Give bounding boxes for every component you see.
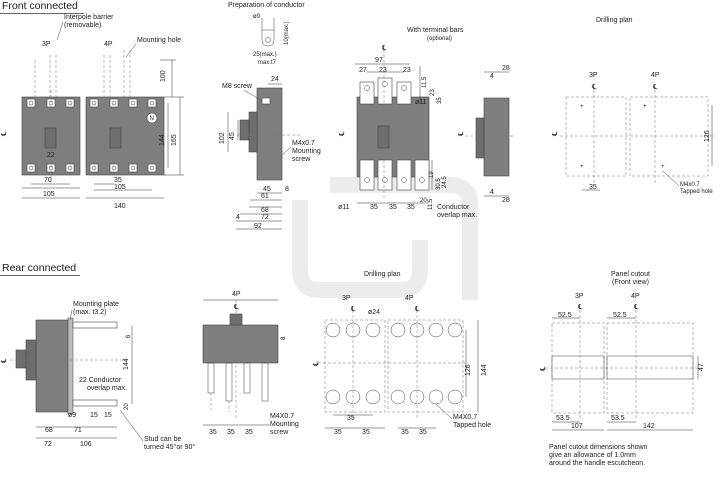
tb-dim-305: 30.5 — [436, 178, 442, 190]
dim-70: 70 — [44, 177, 52, 184]
conductor-phi9: ø9 — [253, 14, 261, 20]
rear-4p-center: ℄ — [234, 304, 239, 311]
rd-tap-note-2: Tapped hole — [453, 422, 492, 429]
tb-dim-35b: 35 — [389, 204, 397, 211]
watermark-logo — [300, 185, 470, 300]
fd-tap-note-1: M4x0.7 — [680, 182, 700, 188]
panel-center-3p: ℄ — [578, 304, 583, 311]
dim-22: 22 — [47, 152, 55, 159]
rear-conductor-note-1: 22 Conductor — [79, 377, 122, 384]
side-dim-92: 92 — [254, 223, 262, 230]
tb-dim-20: 20 — [420, 198, 427, 204]
dim-105-3p: 105 — [43, 191, 55, 198]
panel-note-1: Panel cutout dimensions shown — [549, 444, 648, 451]
front-drilling-plan — [560, 90, 715, 185]
conductor-25max: 25(max.) — [253, 52, 277, 58]
rd-dim-144: 144 — [481, 364, 488, 376]
ts-dim-28a: 28 — [502, 65, 510, 72]
rear-stud-note-1: Stud can be — [144, 436, 182, 443]
mounting-hole-label: Mounting hole — [137, 37, 181, 44]
tb-dim-35c: 35 — [407, 204, 415, 211]
rd-center-side: ℄ — [313, 361, 320, 366]
rd-tap-note-1: M4X0.7 — [453, 414, 478, 421]
svg-text:+: + — [580, 164, 584, 170]
rd-center-3p: ℄ — [351, 306, 356, 313]
side-dim-45: 45 — [229, 132, 236, 140]
rd-dim-126: 126 — [465, 364, 472, 376]
fd-dimension-lines — [582, 105, 712, 190]
m4-note-1: M4x0.7 — [292, 140, 315, 147]
panel-dim-535a: 53.5 — [556, 415, 570, 422]
dim-144: 144 — [159, 134, 166, 146]
dim-105-4p: 105 — [114, 184, 126, 191]
rear-4p-m4-1: M4X0.7 — [270, 413, 295, 420]
rear-4p-dim-35a: 35 — [209, 429, 217, 436]
section-title-rear: Rear connected — [2, 262, 77, 274]
svg-text:+: + — [580, 104, 584, 110]
panel-pole-3p: 3P — [575, 293, 584, 300]
section-title-front: Front connected — [2, 0, 78, 12]
breaker-body-4p — [86, 97, 164, 175]
side-dim-45b: 45 — [263, 186, 271, 193]
rear-plate-note-1: Mounting plate — [73, 301, 119, 308]
rear-dim-15b: 15 — [104, 412, 112, 419]
fd-pole-4p: 4P — [651, 72, 660, 79]
conductor-10max: 10(max.) — [284, 21, 290, 45]
panel-center-4p: ℄ — [634, 304, 639, 311]
front-side-view — [237, 88, 300, 180]
rear-stud-note-2: turned 45°or 90° — [144, 444, 196, 451]
front-4p-view — [86, 50, 164, 175]
pole-label-3p: 3P — [42, 41, 51, 48]
panel-center-side: ℄ — [540, 366, 547, 371]
side-dim-102: 102 — [219, 132, 226, 144]
rd-phi24: ø24 — [368, 309, 381, 316]
side-dim-61: 61 — [261, 193, 269, 200]
rd-pole-4p: 4P — [405, 295, 414, 302]
rear-drilling-plan — [318, 310, 468, 420]
tb-dim-35a: 35 — [370, 204, 378, 211]
ts-dim-4a: 4 — [490, 73, 494, 80]
tb-dim-23a: 23 — [379, 67, 387, 74]
ts-center-mark: ℄ — [458, 131, 465, 136]
tb-conductor-note-1: Conductor — [437, 204, 470, 211]
terminal-side-view — [465, 98, 515, 176]
fd-dim-35: 35 — [589, 184, 597, 191]
panel-dim-525a: 52.5 — [558, 312, 572, 319]
dim-100: 100 — [160, 70, 167, 82]
tb-conductor-note-2: overlap max. — [437, 212, 478, 219]
tb-dim-23c: 23 — [430, 89, 436, 96]
center-mark-front: ℄ — [1, 131, 8, 136]
panel-dim-107: 107 — [571, 423, 583, 430]
tb-dim-23b: 23 — [403, 67, 411, 74]
svg-text:+: + — [661, 164, 665, 170]
rd-pole-3p: 3P — [342, 295, 351, 302]
rear-dim-72: 72 — [44, 441, 52, 448]
panel-dim-535b: 53.5 — [611, 415, 625, 422]
rear-center-mark: ℄ — [1, 358, 8, 363]
tb-dim-97: 97 — [375, 57, 383, 64]
tb-dim-115: 11.5 — [422, 76, 428, 88]
side-dim-24: 24 — [271, 76, 279, 83]
tb-center-mark: ℄ — [382, 45, 387, 52]
dim-140: 140 — [114, 203, 126, 210]
panel-note-2: give an allowance of 1.0mm — [549, 452, 636, 459]
panel-cutout — [545, 310, 700, 420]
fd-tap-note-2: Tapped hole — [680, 189, 713, 195]
side-dim-4: 4 — [236, 214, 240, 221]
dim-35-4p: 35 — [114, 177, 122, 184]
rear-dim-6: 6 — [126, 334, 132, 338]
terminal-bars-title: With terminal bars — [407, 27, 464, 34]
panel-dim-142: 142 — [643, 423, 655, 430]
rear-dim-15a: 15 — [90, 412, 98, 419]
fd-center-4p: ℄ — [653, 84, 658, 91]
rd-center-4p: ℄ — [415, 306, 420, 313]
barrier-note-2: (removable) — [64, 22, 102, 29]
rear-4p-view — [203, 300, 278, 420]
rear-dim-144: 144 — [123, 358, 130, 370]
tb-center-mark-side: ℄ — [339, 131, 346, 136]
toggle-handle-3p — [45, 128, 56, 148]
dim-165: 165 — [171, 134, 178, 146]
conductor-t7: max.t7 — [258, 60, 277, 66]
front-drilling-title: Drilling plan — [596, 17, 633, 24]
panel-title-2: (Front view) — [612, 279, 649, 286]
rear-dim-71: 71 — [74, 427, 82, 434]
fd-center-3p: ℄ — [592, 84, 597, 91]
rear-conductor-note-2: overlap max. — [87, 385, 128, 392]
rd-dim-35b: 35 — [334, 429, 342, 436]
rear-4p-dim-8: 8 — [281, 336, 287, 340]
rd-dim-35e: 35 — [419, 429, 427, 436]
panel-dim-525b: 52.5 — [613, 312, 627, 319]
toggle-handle-4p — [110, 128, 121, 148]
rear-4p-dim-35c: 35 — [245, 429, 253, 436]
barrier-note-1: Interpole barrier — [64, 14, 114, 21]
rear-dim-68: 68 — [45, 427, 53, 434]
panel-pole-4p: 4P — [631, 293, 640, 300]
rd-dim-35d: 35 — [401, 429, 409, 436]
rd-dim-35a: 35 — [347, 415, 355, 422]
conductor-lug — [262, 18, 274, 46]
panel-note-3: around the handle escutcheon. — [549, 460, 646, 467]
side-dim-72: 72 — [261, 214, 269, 221]
rear-4p-m4-2: Mounting — [270, 421, 299, 428]
tb-dim-27: 27 — [359, 67, 367, 74]
panel-dim-47: 47 — [698, 363, 705, 371]
tb-dim-35: 35 — [437, 97, 443, 104]
rear-dim-20: 20 — [124, 403, 130, 410]
tb-dim-19: 19 — [429, 171, 435, 178]
front-3p-view — [22, 55, 80, 185]
ts-dim-4b: 4 — [490, 189, 494, 196]
rear-dim-106: 106 — [80, 441, 92, 448]
svg-text:N: N — [149, 116, 154, 122]
tb-dim-245: 24.5 — [442, 176, 448, 188]
fd-center-side: ℄ — [552, 131, 559, 136]
rear-4p-pole: 4P — [232, 291, 241, 298]
rear-4p-dim-35b: 35 — [227, 429, 235, 436]
svg-text:+: + — [643, 104, 647, 110]
m8-screw-label: M8 screw — [222, 83, 252, 90]
side-dim-8: 8 — [285, 186, 289, 193]
conductor-prep-title: Preparation of conductor — [228, 2, 305, 9]
tb-phi11-bottom: ø11 — [338, 204, 350, 211]
side-dim-68: 68 — [261, 207, 269, 214]
rear-side-view — [10, 318, 130, 414]
rd-dim-35c: 35 — [362, 429, 370, 436]
pole-label-4p: 4P — [104, 41, 113, 48]
fd-pole-3p: 3P — [589, 72, 598, 79]
ts-dim-28b: 28 — [502, 197, 510, 204]
tb-phi11: ø11 — [415, 99, 427, 106]
rear-plate-note-2: (max. t3.2) — [73, 309, 107, 316]
m4-note-2: Mounting — [292, 148, 321, 155]
m4-note-3: screw — [292, 156, 311, 163]
panel-title-1: Panel cutout — [611, 271, 650, 278]
rear-4p-m4-3: screw — [270, 429, 289, 436]
tb-dim-115b: 11.5 — [428, 198, 434, 210]
fd-dim-126: 126 — [704, 130, 711, 142]
terminal-bars-subtitle: (optional) — [427, 36, 453, 42]
rear-drilling-title: Drilling plan — [364, 271, 401, 278]
rear-phi9: ø9 — [68, 412, 77, 419]
